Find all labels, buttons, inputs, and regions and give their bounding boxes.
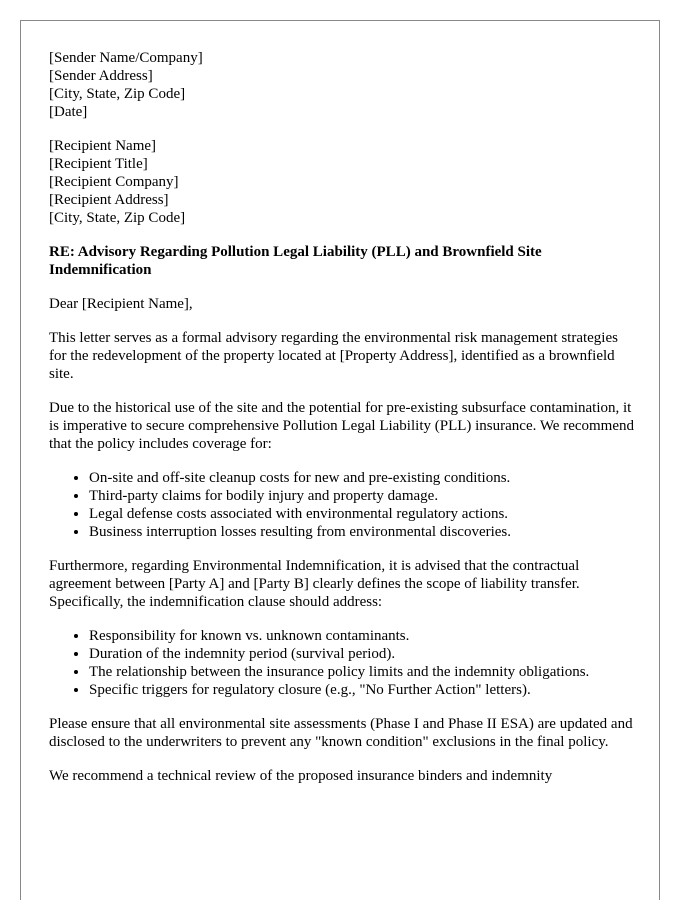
letter-page [20, 20, 660, 900]
paragraph-review: We recommend a technical review of the proposed insurance binders and indemnity [49, 768, 553, 784]
recipient-block [49, 137, 639, 227]
salutation: Dear [Recipient Name], [49, 296, 193, 312]
paragraph-indemnification: Furthermore, regarding Environmental Indemnification, it is advised that the contractual agreement between [Party A] and [Party B] clearly defines the scope of liability transfer. Specifically, the indemnification clause should address: [49, 558, 580, 610]
sender-city: [City, State, Zip Code] [49, 86, 186, 102]
sender-block [49, 49, 639, 121]
recipient-name: [Recipient Name] [49, 138, 157, 154]
list-item: • The relationship between the insurance policy limits and the indemnity obligations. [89, 663, 639, 681]
letter-date: [Date] [49, 104, 88, 120]
recipient-address: [Recipient Address] [49, 192, 169, 208]
letter-body [49, 49, 639, 801]
sender-address: [Sender Address] [49, 68, 153, 84]
paragraph-pll: Due to the historical use of the site and the potential for pre-existing subsurface contamination, it is imperative to secure comprehensive Pollution Legal Liability (PLL) insurance. We recommend that the policy includes coverage for: [49, 400, 635, 452]
recipient-city: [City, State, Zip Code] [49, 210, 186, 226]
recipient-company: [Recipient Company] [49, 174, 179, 190]
sender-name: [Sender Name/Company] [49, 50, 203, 66]
list-item: • Legal defense costs associated with environmental regulatory actions. [89, 505, 639, 523]
list-item: • Third-party claims for bodily injury and property damage. [89, 487, 639, 505]
recipient-title: [Recipient Title] [49, 156, 148, 172]
subject-line: RE: Advisory Regarding Pollution Legal Liability (PLL) and Brownfield Site Indemnification [49, 244, 542, 278]
paragraph-intro: This letter serves as a formal advisory regarding the environmental risk management strategies for the redevelopment of the property located at [Property Address], identified as a brownfield site. [49, 330, 618, 382]
list-item: • Responsibility for known vs. unknown contaminants. [89, 627, 639, 645]
list-item: • Business interruption losses resulting from environmental discoveries. [89, 523, 639, 541]
list-item: • Specific triggers for regulatory closure (e.g., "No Further Action" letters). [89, 681, 639, 699]
list-item: • On-site and off-site cleanup costs for new and pre-existing conditions. [89, 469, 639, 487]
indemnification-list [49, 627, 639, 699]
paragraph-assessments: Please ensure that all environmental site assessments (Phase I and Phase II ESA) are updated and disclosed to the underwriters to prevent any "known condition" exclusions in the final policy. [49, 716, 633, 750]
list-item: • Duration of the indemnity period (survival period). [89, 645, 639, 663]
coverage-list [49, 469, 639, 541]
